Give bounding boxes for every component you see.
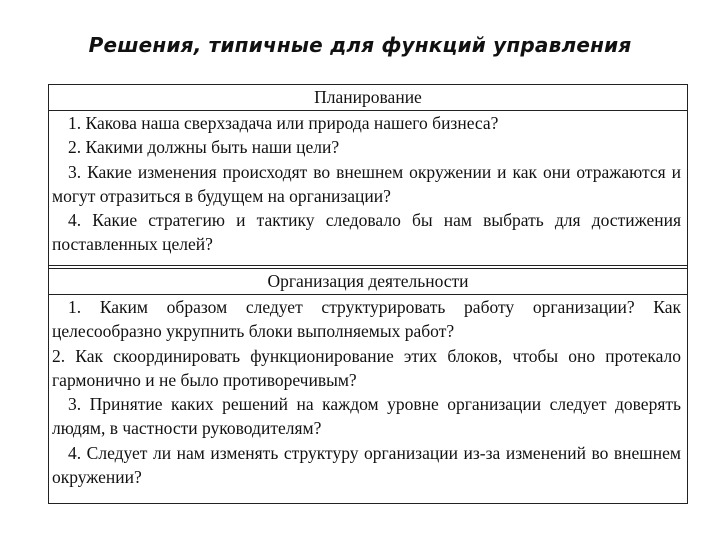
section-heading: Организация деятельности: [49, 269, 687, 295]
list-item: 3. Какие изменения происходят во внешнем окружении и как они отражаются и могут отразиться в будущем на организации?: [52, 161, 681, 206]
list-item: 3. Принятие каких решений на каждом уровне организации следует доверять людям, в частности руководителям?: [52, 394, 681, 439]
list-item: 2. Как скоординировать функционирование этих блоков, чтобы оно протекало гармонично и не было противоречивым?: [52, 345, 681, 390]
list-item: 4. Какие стратегию и тактику следовало бы нам выбрать для достижения поставленных целей?: [52, 210, 681, 255]
section-body: [49, 295, 687, 489]
list-item: 4. Следует ли нам изменять структуру организации из-за изменений во внешнем окружении?: [52, 442, 681, 488]
section-heading: Планирование: [49, 85, 687, 111]
section-body: [49, 111, 687, 257]
decisions-table: [48, 84, 688, 504]
list-item: 1. Каким образом следует структурировать работу организации? Как целесообразно укрупнить блоки выполняемых работ?: [52, 297, 681, 342]
list-item: 1. Какова наша сверхзадача или природа нашего бизнеса?: [68, 113, 499, 133]
section-planning: [49, 85, 687, 266]
slide-title: Решения, типичные для функций управления: [88, 33, 632, 57]
list-item: 2. Какими должны быть наши цели?: [68, 137, 340, 158]
section-organization: [49, 268, 687, 503]
